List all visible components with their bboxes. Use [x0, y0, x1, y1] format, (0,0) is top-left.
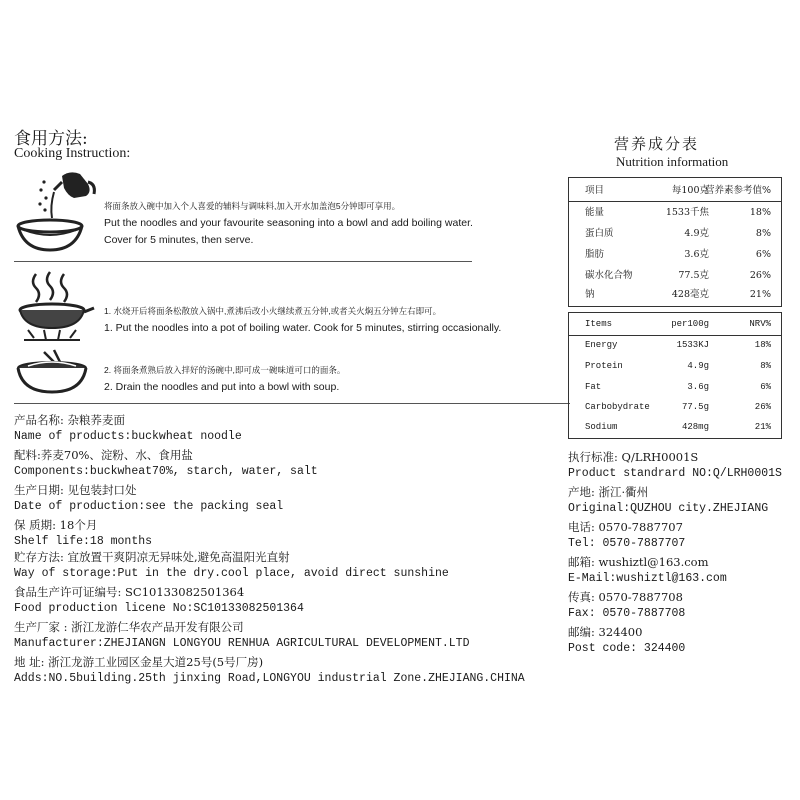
row-nrv: 21% [749, 289, 771, 300]
step-drain-text [104, 362, 345, 396]
row-nrv: 18% [749, 207, 771, 218]
table-row [569, 223, 781, 244]
steaming-pot-icon [14, 270, 96, 344]
ingredients-en: Components:buckwheat70%, starch, water, salt [14, 464, 318, 478]
shelf-life-en: Shelf life:18 months [14, 534, 153, 548]
header-per100: per100g [671, 319, 709, 329]
manufacturer-zh: 生产厂家 : 浙江龙游仁华农产品开发有限公司 [14, 620, 244, 634]
postcode-zh: 邮编: 324400 [568, 625, 643, 639]
table-header [569, 180, 781, 202]
cooking-title-zh: 食用方法: [14, 129, 88, 149]
phone-en: Tel: 0570-7887707 [568, 536, 686, 550]
row-nrv: 8% [760, 361, 771, 371]
header-per100: 每100克 [671, 185, 709, 196]
address-en: Adds:NO.5building.25th jinxing Road,LONGYOU industrial Zone.ZHEJIANG.CHINA [14, 671, 525, 685]
row-item: 能量 [585, 207, 605, 218]
email-en: E-Mail:wushiztl@163.com [568, 571, 727, 585]
row-item: Sodium [585, 422, 618, 432]
fax-zh: 传真: 0570-7887708 [568, 590, 683, 604]
row-item: Protein [585, 361, 623, 371]
step-pot-text [104, 303, 501, 337]
row-value: 428毫克 [671, 289, 709, 300]
noodle-bowl-icon [14, 348, 96, 396]
table-row [569, 335, 781, 356]
table-header [569, 314, 781, 336]
kettle-bowl-icon [14, 168, 96, 254]
standard-zh: 执行标准: Q/LRH0001S [568, 450, 699, 464]
row-value: 4.9g [687, 361, 709, 371]
table-row [569, 377, 781, 398]
row-value: 1533千焦 [665, 207, 709, 218]
nutrition-table-en [568, 312, 782, 439]
step-bowl-zh: 将面条放入碗中加入个人喜爱的辅料与调味料,加入开水加盖泡5分钟即可享用。 [104, 201, 401, 211]
step-bowl-en-line2: Cover for 5 minutes, then serve. [104, 234, 254, 246]
contact-info [568, 450, 782, 656]
row-value: 77.5g [681, 402, 709, 412]
origin-zh: 产地: 浙江·衢州 [568, 485, 649, 499]
header-nrv: 营养素参考值% [704, 185, 771, 196]
row-item: Carbobydrate [585, 402, 650, 412]
row-item: 蛋白质 [585, 228, 614, 239]
step-drain-zh: 2. 将面条煮熟后放入拌好的汤碗中,即可成一碗味道可口的面条。 [104, 365, 346, 375]
origin-en: Original:QUZHOU city.ZHEJIANG [568, 501, 769, 515]
shelf-life-zh: 保 质期: 18个月 [14, 518, 98, 532]
table-row [569, 202, 781, 223]
product-name-en: Name of products:buckwheat noodle [14, 429, 242, 443]
cooking-title-en: Cooking Instruction: [14, 146, 131, 161]
manufacturer-en: Manufacturer:ZHEJIANGN LONGYOU RENHUA AGRICULTURAL DEVELOPMENT.LTD [14, 636, 470, 650]
row-value: 1533KJ [676, 340, 709, 350]
nutrition-title-zh: 营养成分表 [614, 135, 700, 153]
header-item: 项目 [585, 185, 605, 196]
nutrition-table-zh [568, 177, 782, 307]
divider-info [14, 403, 570, 404]
product-name-zh: 产品名称: 杂粮荞麦面 [14, 413, 126, 427]
storage-zh: 贮存方法: 宜放置干爽阴凉无异味处,避免高温阳光直射 [14, 550, 290, 564]
row-item: 碳水化合物 [585, 270, 633, 281]
header-item: Items [585, 319, 613, 329]
row-item: Energy [585, 340, 618, 350]
table-row [569, 417, 781, 438]
step-pot-en: 1. Put the noodles into a pot of boiling water. Cook for 5 minutes, stirring occasionally. [104, 322, 502, 334]
step-bowl-en-line1: Put the noodles and your favourite seasoning into a bowl and add boiling water. [104, 217, 473, 229]
row-value: 428mg [681, 422, 709, 432]
phone-zh: 电话: 0570-7887707 [568, 520, 683, 534]
postcode-en: Post code: 324400 [568, 641, 686, 655]
production-date-en: Date of production:see the packing seal [14, 499, 284, 513]
product-info [14, 413, 525, 686]
storage-en: Way of storage:Put in the dry.cool place, avoid direct sunshine [14, 566, 449, 580]
table-row [569, 284, 781, 305]
row-value: 4.9克 [684, 228, 709, 239]
divider-cooking [14, 261, 472, 262]
row-nrv: 26% [749, 270, 771, 281]
address-zh: 地 址: 浙江龙游工业园区金星大道25号(5号厂房) [14, 655, 264, 669]
table-row [569, 265, 781, 286]
row-nrv: 6% [760, 382, 771, 392]
row-nrv: 21% [754, 422, 771, 432]
email-zh: 邮箱: wushiztl@163.com [568, 555, 709, 569]
step-drain-en: 2. Drain the noodles and put into a bowl with soup. [104, 381, 340, 393]
table-row [569, 244, 781, 265]
ingredients-zh: 配料:荞麦70%、淀粉、水、食用盐 [14, 448, 193, 462]
fax-en: Fax: 0570-7887708 [568, 606, 686, 620]
row-item: 钠 [585, 289, 595, 300]
row-nrv: 18% [754, 340, 771, 350]
row-item: Fat [585, 382, 602, 392]
table-row [569, 397, 781, 418]
header-nrv: NRV% [749, 319, 771, 329]
license-zh: 食品生产许可证编号: SC10133082501364 [14, 585, 245, 599]
standard-en: Product standrard NO:Q/LRH0001S [568, 466, 782, 480]
step-pot-zh: 1. 水烧开后将面条松散放入锅中,煮沸后改小火继续煮五分钟,或者关火焖五分钟左右即可。 [104, 306, 442, 316]
row-item: 脂肪 [585, 249, 605, 260]
table-row [569, 356, 781, 377]
production-date-zh: 生产日期: 见包装封口处 [14, 483, 137, 497]
row-value: 3.6克 [684, 249, 709, 260]
row-nrv: 8% [755, 228, 771, 239]
row-value: 77.5克 [678, 270, 709, 281]
step-bowl-text [104, 198, 473, 249]
license-en: Food production licene No:SC10133082501364 [14, 601, 304, 615]
row-nrv: 6% [755, 249, 771, 260]
row-nrv: 26% [754, 402, 771, 412]
row-value: 3.6g [687, 382, 709, 392]
nutrition-title-en: Nutrition information [616, 154, 729, 169]
